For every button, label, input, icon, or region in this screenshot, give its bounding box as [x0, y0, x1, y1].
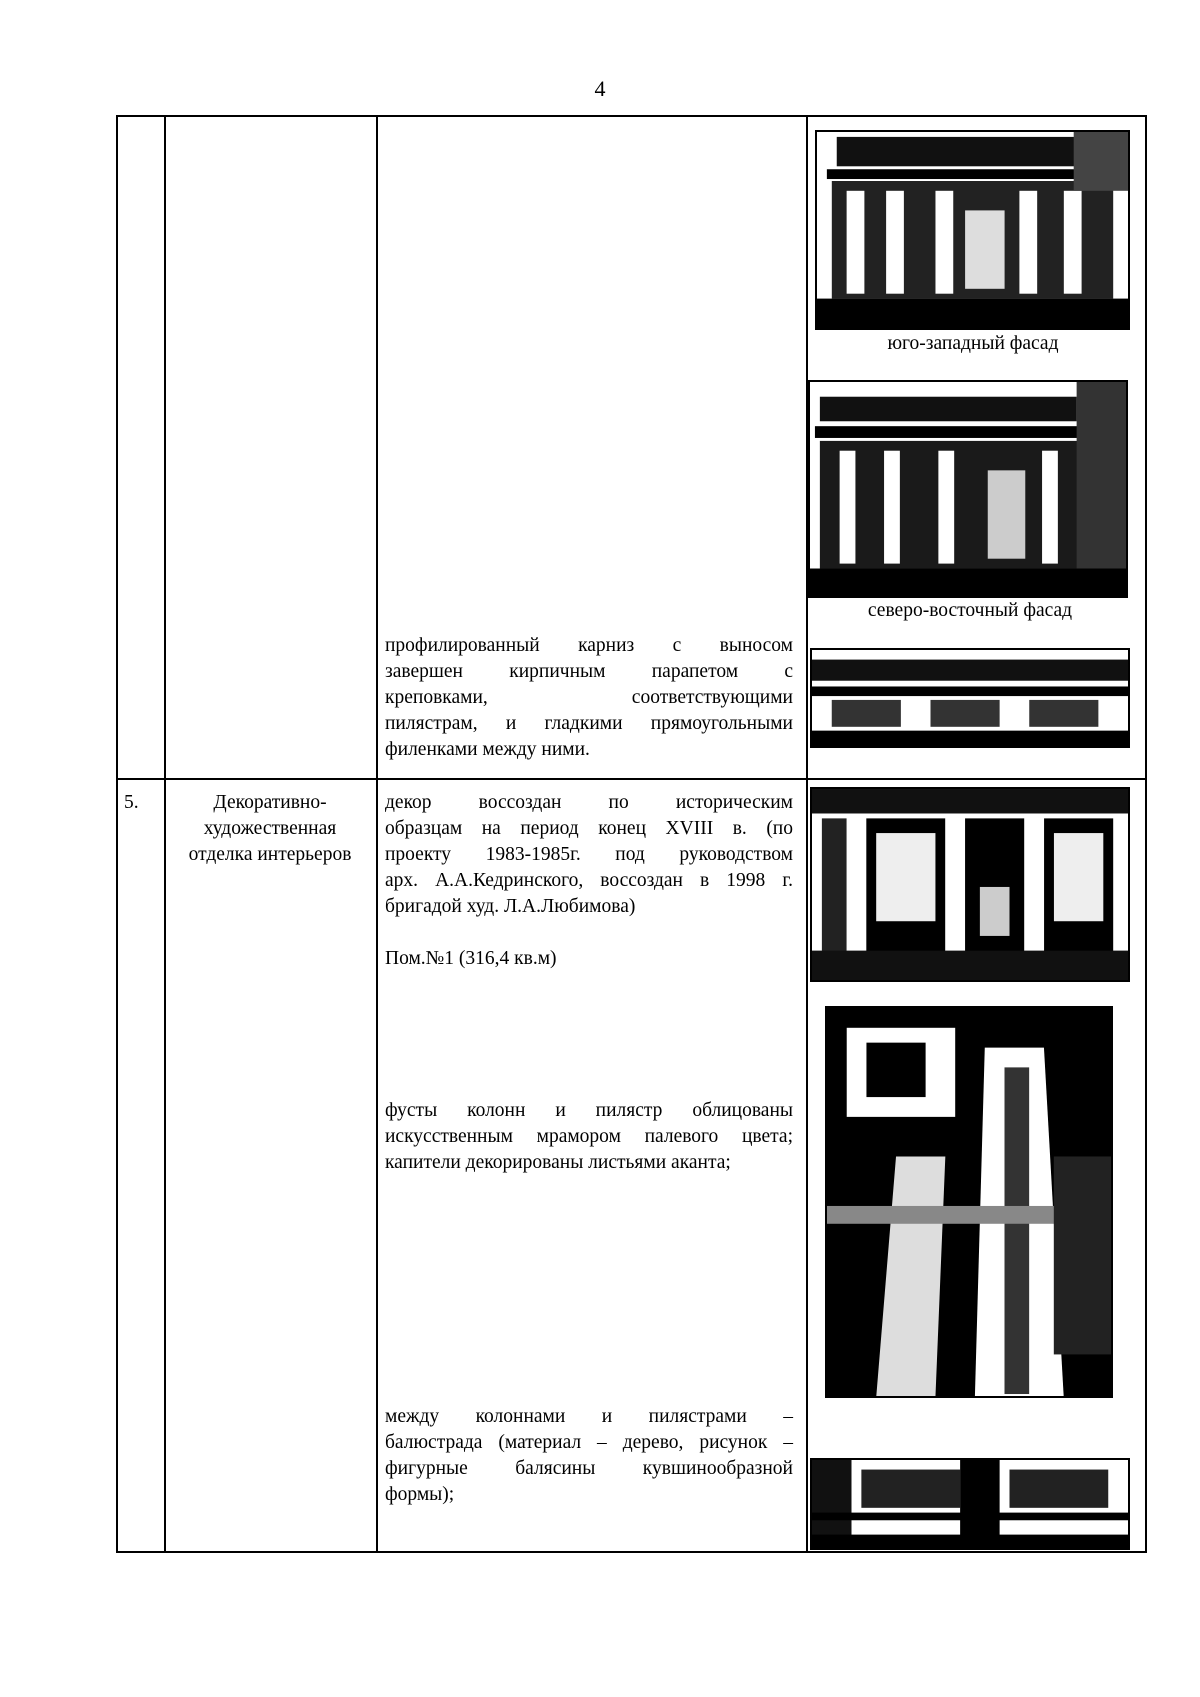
columns-photo: [825, 1006, 1113, 1398]
text-line: проекту 1983-1985г. под руководством: [385, 844, 793, 865]
column-divider: [806, 117, 808, 1551]
southwest-facade-caption: юго-западный фасад: [887, 333, 1059, 354]
text-line: образцам на период конец XVIII в. (по: [385, 818, 793, 839]
row-number: 5.: [124, 792, 139, 813]
room-label: Пом.№1 (316,4 кв.м): [385, 948, 557, 969]
balustrade-photo: [810, 1458, 1130, 1550]
text-line: пилястрам, и гладкими прямоугольными: [385, 713, 793, 734]
text-line: отделка интерьеров: [188, 844, 352, 865]
text-line: декор воссоздан по историческим: [385, 792, 793, 813]
parapet-photo: [810, 648, 1130, 748]
cornice-description: [385, 633, 793, 763]
interior-hall-photo: [810, 787, 1130, 982]
text-line: балюстрада (материал – дерево, рисунок –: [385, 1432, 793, 1453]
text-line: завершен кирпичным парапетом с: [385, 661, 793, 682]
page-number: 4: [594, 76, 606, 101]
column-divider: [376, 117, 378, 1551]
text-line: бригадой худ. Л.А.Любимова): [385, 896, 636, 917]
text-line: художественная: [203, 818, 337, 839]
text-line: между колоннами и пилястрами –: [385, 1406, 793, 1427]
row-title: [164, 790, 376, 868]
text-line: Декоративно-: [213, 792, 327, 813]
text-line: профилированный карниз с выносом: [385, 635, 793, 656]
northeast-facade-photo: [808, 380, 1128, 598]
southwest-facade-photo: [815, 130, 1130, 330]
text-line: филенками между ними.: [385, 739, 590, 760]
text-line: фусты колонн и пилястр облицованы: [385, 1100, 793, 1121]
text-line: фигурные балясины кувшинообразной: [385, 1458, 793, 1479]
text-line: капители декорированы листьями аканта;: [385, 1152, 731, 1173]
northeast-facade-caption: северо-восточный фасад: [867, 600, 1073, 621]
text-line: креповками, соответствующими: [385, 687, 793, 708]
balustrade-description: [385, 1404, 793, 1508]
decor-description: [385, 790, 793, 920]
text-line: формы);: [385, 1484, 455, 1505]
text-line: арх. А.А.Кедринского, воссоздан в 1998 г.: [385, 870, 793, 891]
text-line: искусственным мрамором палевого цвета;: [385, 1126, 793, 1147]
columns-description: [385, 1098, 793, 1176]
row-divider: [118, 778, 1145, 780]
